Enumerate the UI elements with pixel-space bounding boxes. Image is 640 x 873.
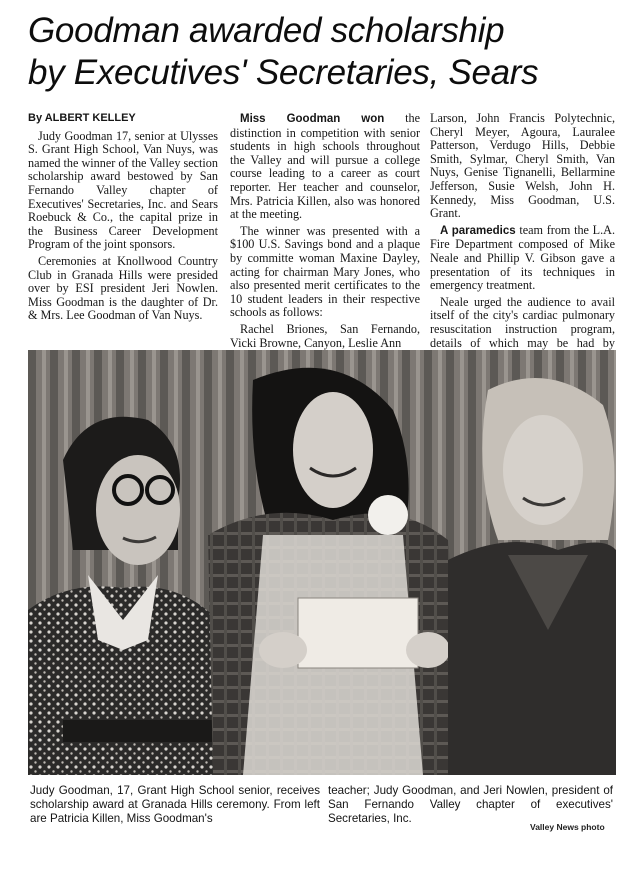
paragraph: Neale urged the audience to avail itself of the city's cardiac pulmonary resuscitation instruction program, details of which may be had by (430, 294, 615, 350)
photo-illustration (28, 350, 616, 775)
photo-credit: Valley News photo (530, 822, 605, 832)
article-column-1 (28, 112, 218, 326)
paragraph-text: the distinction in competition with senior students in high schools throughout the Valley and will pursue a college course leading to a career as court reporter. Her teacher and counselor, Mrs. Patricia Killen, also was honored at the meeting. (230, 111, 420, 222)
paragraph (430, 224, 615, 293)
headline-line-2: by Executives' Secretaries, Sears (28, 53, 539, 92)
article-column-3 (430, 112, 615, 367)
paragraph: Larson, John Francis Polytechnic, Cheryl Meyer, Agoura, Lauralee Patterson, Verdugo Hills, Debbie Smith, Sylmar, Cheryl Smith, Van Nuys, Genise Tignanelli, Bellarmine Jefferson, Susie Welsh, John H. Kennedy, Miss Goodman, U.S. Grant. (430, 111, 615, 221)
news-photo (28, 350, 616, 775)
paragraph (230, 112, 420, 222)
photo-caption-left: Judy Goodman, 17, Grant High School senior, receives scholarship award at Granada Hills ceremony. From left are Patricia Killen, Miss Goodman's (30, 784, 320, 826)
photo-caption-right: teacher; Judy Goodman, and Jeri Nowlen, president of San Fernando Valley chapter of executives' Secretaries, Inc. (328, 784, 613, 826)
byline: By ALBERT KELLEY (28, 112, 136, 124)
headline-line-1: Goodman awarded scholarship (28, 11, 505, 50)
article-column-2 (230, 112, 420, 353)
lead-in: A paramedics (440, 224, 516, 237)
lead-in: Miss Goodman won (240, 113, 385, 125)
paragraph: Judy Goodman 17, senior at Ulysses S. Grant High School, Van Nuys, was named the winner of the Valley section scholarship award bestowed by San Fernando Valley chapter of Executives' Secretaries, Inc. and Sears Roebuck & Co., the capital prize in the Business Career Development Program of the joint sponsors. (28, 128, 218, 252)
paragraph-text: team from the L.A. Fire Department composed of Mike Neale and Phillip V. Gibson gave a presentation of its techniques in emergency treatment. (430, 222, 615, 293)
paragraph: Ceremonies at Knollwood Country Club in Granada Hills were presided over by ESI president Jeri Nowlen. Miss Goodman is the daughter of Dr. & Mrs. Lee Goodman of Van Nuys. (28, 253, 218, 323)
paragraph: Rachel Briones, San Fernando, Vicki Browne, Canyon, Leslie Ann (230, 321, 420, 350)
paragraph: The winner was presented with a $100 U.S. Savings bond and a plaque by committe woman Maxine Dayley, acting for chairman Mary Jones, who also presented merit certificates to the 10 student leaders in their respective schools as follows: (230, 223, 420, 320)
headline (28, 10, 628, 94)
